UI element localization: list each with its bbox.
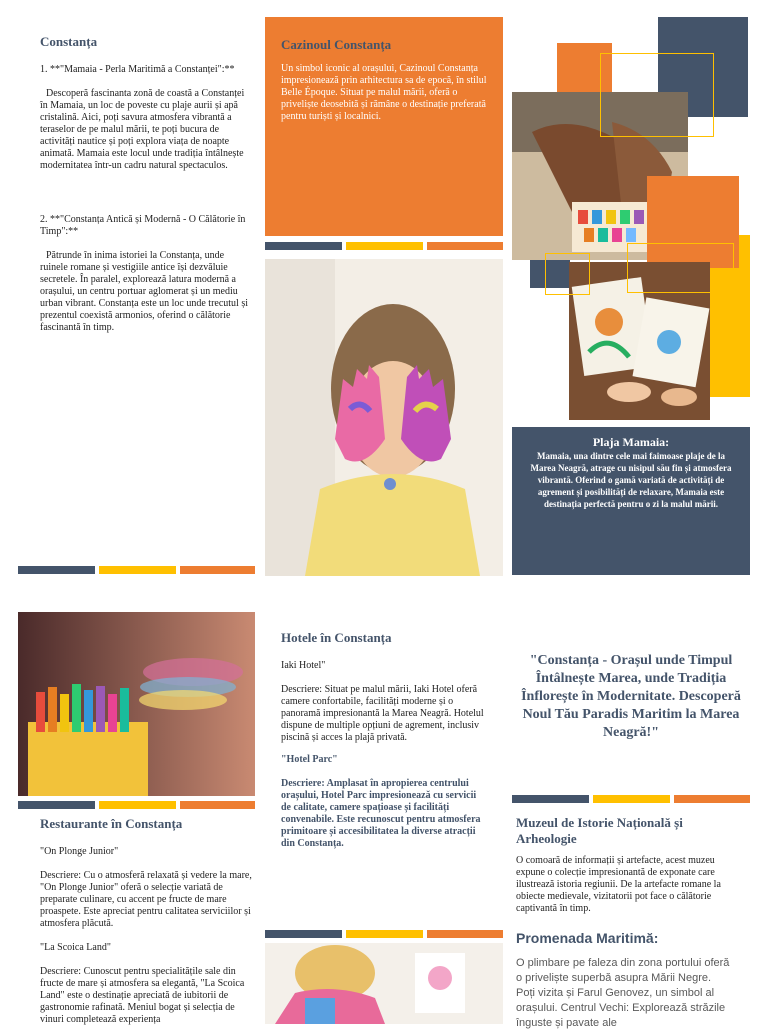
item2-heading: 2. **"Constanța Antică și Modernă - O Călătorie în Timp":** [40, 214, 246, 237]
divider-gold [593, 795, 670, 803]
hotel-2-body: Descriere: Amplasat în apropierea centrului orașului, Hotel Parc impresionează cu servicii de calitate, camere spațioase și facilități convenabile. Este recunoscut pentru atmosfera primitoare și accesibilitatea la diverse atracții din Constanța. [281, 778, 481, 849]
divider-gold [346, 930, 423, 938]
hotel-1-body: Descriere: Situat pe malul mării, Iaki Hotel oferă camere confortabile, facilități moderne și o panoramă impresionantă la Marea Neagră. Hotelul dispune de multiple opțiuni de agrement, inclusiv piscină și acces la plajă privată. [281, 684, 484, 743]
restaurant-1-name: "On Plonge Junior" [40, 846, 119, 857]
divider-gold [99, 566, 176, 574]
restaurants-title: Restaurante în Constanța [40, 816, 183, 831]
item1-heading: 1. **"Mamaia - Perla Maritimă a Constanței":** [40, 64, 235, 75]
hotels-section [281, 630, 487, 850]
promenade-title: Promenada Maritimă: [516, 930, 659, 946]
crayons-photo [18, 612, 255, 796]
divider-orange [427, 930, 503, 938]
deco-outline-frame [600, 53, 714, 137]
casino-title: Cazinoul Constanța [281, 37, 392, 52]
casino-panel [265, 17, 503, 236]
divider-gold [99, 801, 176, 809]
divider-navy [265, 242, 342, 250]
hotel-1-name: Iaki Hotel" [281, 660, 326, 671]
divider-orange [427, 242, 503, 250]
beach-panel [512, 427, 750, 575]
restaurants-section [40, 816, 252, 1026]
divider-orange [180, 801, 255, 809]
quote-block [520, 652, 742, 742]
divider-navy [265, 930, 342, 938]
restaurant-2-name: "La Scoica Land" [40, 942, 111, 953]
divider-gold [346, 242, 423, 250]
restaurant-1-body: Descriere: Cu o atmosferă relaxată și vedere la mare, "On Plonge Junior" oferă o selecție variată de preparate culinare, cu accent pe fructe de mare proaspete. Este apreciat pentru calitatea serviciilor și atmosfera plăcută. [40, 870, 252, 929]
museum-section [516, 815, 730, 915]
promenade-body: O plimbare pe faleza din zona portului oferă o priveliște superbă asupra Mării Negre. Poți vizita și Farul Genovez, un simbol al orașului. Centrul Vechi: Explorează străzile înguste și pavate ale [516, 957, 730, 1029]
beach-title: Plaja Mamaia: [592, 435, 670, 449]
deco-outline-frame [627, 243, 734, 293]
top-left-column [40, 34, 252, 334]
page-title: Constanța [40, 34, 98, 49]
divider-navy [512, 795, 589, 803]
divider-orange [180, 566, 255, 574]
item2-body: Pătrunde în inima istoriei la Constanța, unde ruinele romane și vestigiile antice își dezvăluie secretele. În paralel, explorează latura modernă a orașului, un centru portuar aglomerat și un mediu urban vibrant. Constanța este un loc unde trecutul și prezentul coexistă armonios, oferind o călătorie fascinantă în timp. [40, 250, 249, 333]
child-painted-hands-photo [265, 259, 503, 576]
museum-title: Muzeul de Istorie Națională și Arheologie [516, 815, 683, 846]
hotels-title: Hotele în Constanța [281, 630, 392, 645]
quote-text: "Constanța - Orașul unde Timpul Întâlnește Marea, unde Tradiția Înflorește în Modernitate. Descoperă Noul Tău Paradis Maritim la Marea Neagră!" [521, 653, 741, 740]
child-painting-photo [265, 943, 503, 1024]
promenade-section [516, 930, 730, 1031]
beach-body: Mamaia, una dintre cele mai faimoase plaje de la Marea Neagră, atrage cu nisipul său fin și atmosfera vibrantă. Oferind o gamă variată de activități de agrement și posibilități de relaxare, Mamaia este destinația perfectă pentru o zi la malul mării. [530, 451, 732, 509]
casino-body: Un simbol iconic al orașului, Cazinoul Constanța impresionează prin arhitectura sa de epocă, în stilul Belle Époque. Situat pe malul mării, oferă o priveliște deosebită și rămâne o destinație preferată pentru turiști și localnici. [281, 63, 487, 122]
restaurant-2-body: Descriere: Cunoscut pentru specialitățile sale din fructe de mare și atmosfera sa elegantă, "La Scoica Land" este o destinație apreciată de iubitorii de gastronomie rafinată. Meniul bogat și selecția de vinuri completează experiența [40, 966, 245, 1025]
divider-orange [674, 795, 750, 803]
museum-body: O comoară de informații și artefacte, acest muzeu expune o colecție impresionantă de exponate care ilustrează istoria regiunii. De la artefacte romane la obiecte medievale, vizitatorii pot face o călătorie captivantă în timp. [516, 855, 721, 914]
hotel-2-name: "Hotel Parc" [281, 754, 338, 765]
divider-navy [18, 801, 95, 809]
divider-navy [18, 566, 95, 574]
item1-body: Descoperă fascinanta zonă de coastă a Constanței în Mamaia, un loc de poveste cu plaje aurii și apă cristalină. Aici, poți savura atmosfera vibrantă a teraselor de pe malul mării, te poți bucura de activități nautice și poți explora viața de noapte animată. Mamaia este locul unde tradiția întâlnește modernitatea într-un cadru natural spectaculos. [40, 88, 245, 171]
deco-outline-frame [545, 253, 590, 295]
